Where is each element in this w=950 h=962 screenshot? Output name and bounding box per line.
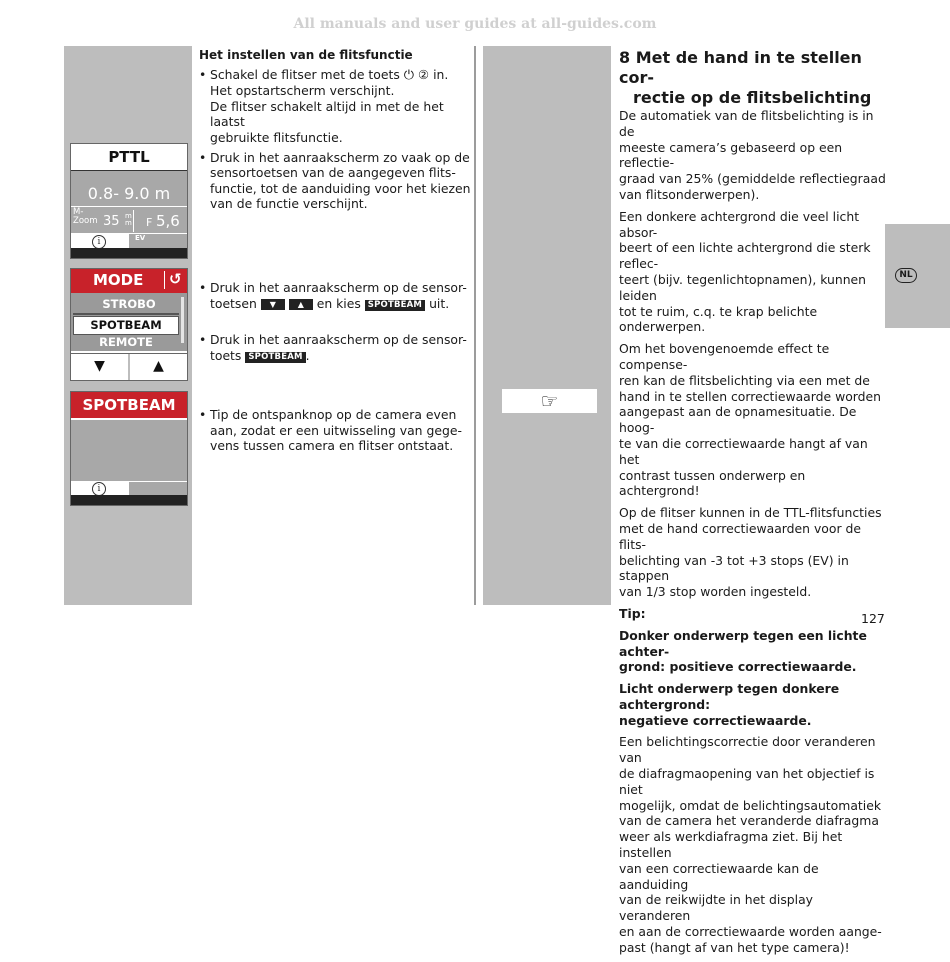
down-arrow-key-icon: ▼ — [261, 299, 285, 310]
right-illustration-column — [483, 46, 611, 605]
column-divider — [474, 46, 476, 605]
tip-dark-subject: Donker onderwerp tegen een lichte achter- grond: positieve correctiewaarde. — [619, 627, 867, 675]
scroll-up-button[interactable]: ▲ — [130, 354, 187, 380]
spotbeam-key-icon: SPOTBEAM — [245, 352, 305, 363]
spotbeam-title: SPOTBEAM — [71, 392, 187, 418]
bullet-press-spotbeam: • Druk in het aanraakscherm op de sensor- toets SPOTBEAM . — [199, 332, 471, 363]
language-badge: NL — [895, 268, 917, 283]
paragraph: Een donkere achtergrond die veel licht absor- beert of een lichte achtergrond die sterk reflec- teert (bijv. tegenlichtopnamen), kunnen leiden tot te ruim, c.q. te krap belichte onderwerpen. — [619, 208, 871, 335]
paragraph: De automatiek van de flitsbelichting is in de meeste camera’s gebaseerd op een reflectie- graad van 25% (gemiddelde reflectiegraad van flitsonderwerpen). — [619, 108, 886, 202]
menu-item-remote-master[interactable]: REMOTE — [99, 335, 153, 349]
right-column — [619, 48, 887, 962]
paragraph: Om het bovengenoemde effect te compense- ren kan de flitsbelichting via een met de hand in te stellen correctiewaarde worden aangepast aan de opnamesituatie. De hoog- te van die correctiewaarde hangt af van het contrast tussen onderwerp en achtergrond! — [619, 341, 881, 499]
watermark: All manuals and user guides at all-guides.com — [293, 16, 657, 32]
tip-label: Tip: — [619, 605, 646, 621]
paragraph: Een belichtingscorrectie door veranderen van de diafragmaopening van het objectief is niet mogelijk, omdat de belichtingsautomatiek van de camera het veranderde diafragma weer als werkdiafragma ziet. Bij het instellen van een correctiewaarde kan de aanduiding van de reikwijdte in het display veranderen en aan de correctiewaarde worden aange- past (hangt af van het type camera)! — [619, 734, 882, 955]
pttl-title: PTTL — [71, 144, 187, 171]
menu-item-spotbeam[interactable]: SPOTBEAM — [73, 316, 179, 335]
menu-item-strobo[interactable]: STROBO — [102, 297, 156, 311]
pttl-screen — [70, 143, 188, 259]
flash-range: 0.8- 9.0 m — [87, 184, 171, 203]
bullet-touch-sensor: • Druk in het aanraakscherm zo vaak op de sensortoetsen van de aangegeven flits- functie, tot de aanduiding voor het kiezen van de functie verschijnt. — [199, 150, 471, 212]
tip-light-subject: Licht onderwerp tegen donkere achtergrond: negatieve correctiewaarde. — [619, 681, 840, 728]
section-heading: Het instellen van de flitsfunctie — [199, 48, 413, 62]
bullet-choose-spotbeam: • Druk in het aanraakscherm op de sensor- toetsen ▼ ▲ en kies SPOTBEAM uit. — [199, 280, 471, 311]
circled-2-icon: ② — [418, 66, 430, 82]
mode-title: MODE — [93, 271, 144, 289]
info-icon[interactable]: i — [92, 235, 106, 249]
bullet-shutter-tip: • Tip de ontspanknop op de camera even aan, zodat er een uitwisseling van gege- vens tussen camera en flitser ontstaat. — [199, 407, 471, 454]
middle-column — [199, 48, 471, 212]
zoom-unit: m m — [125, 212, 132, 227]
zoom-mode-label: M- Zoom — [73, 207, 98, 226]
paragraph: Op de flitser kunnen in de TTL-flitsfuncties met de hand correctiewaarden voor de flits- belichting van -3 tot +3 stops (EV) in stappen van 1/3 stop worden ingesteld. — [619, 505, 882, 600]
bullet-power-on: • Schakel de flitser met de toets ⏻ ② in. Het opstartscherm verschijnt. De flitser schakelt altijd in met de het laatst gebruikte flitsfunctie. — [199, 67, 471, 146]
scroll-down-button[interactable]: ▼ — [71, 354, 128, 380]
page-number: 127 — [861, 611, 885, 626]
spotbeam-screen — [70, 391, 188, 506]
info-icon[interactable]: i — [92, 482, 106, 496]
zoom-value: 35 — [103, 214, 120, 229]
spotbeam-key-icon: SPOTBEAM — [365, 300, 425, 311]
mode-screen — [70, 268, 188, 381]
section-heading: 8 Met de hand in te stellen cor- rectie op de flitsbelichting — [619, 48, 872, 107]
back-icon[interactable]: ↺ — [169, 270, 182, 288]
hand-pointer-icon: ☞ — [502, 389, 597, 413]
up-arrow-key-icon: ▲ — [289, 299, 313, 310]
power-icon: ⏻ — [403, 67, 415, 83]
f-stop-value: 5,6 — [156, 212, 180, 230]
ev-label: EV — [135, 234, 146, 242]
f-stop-label: F — [146, 216, 153, 229]
